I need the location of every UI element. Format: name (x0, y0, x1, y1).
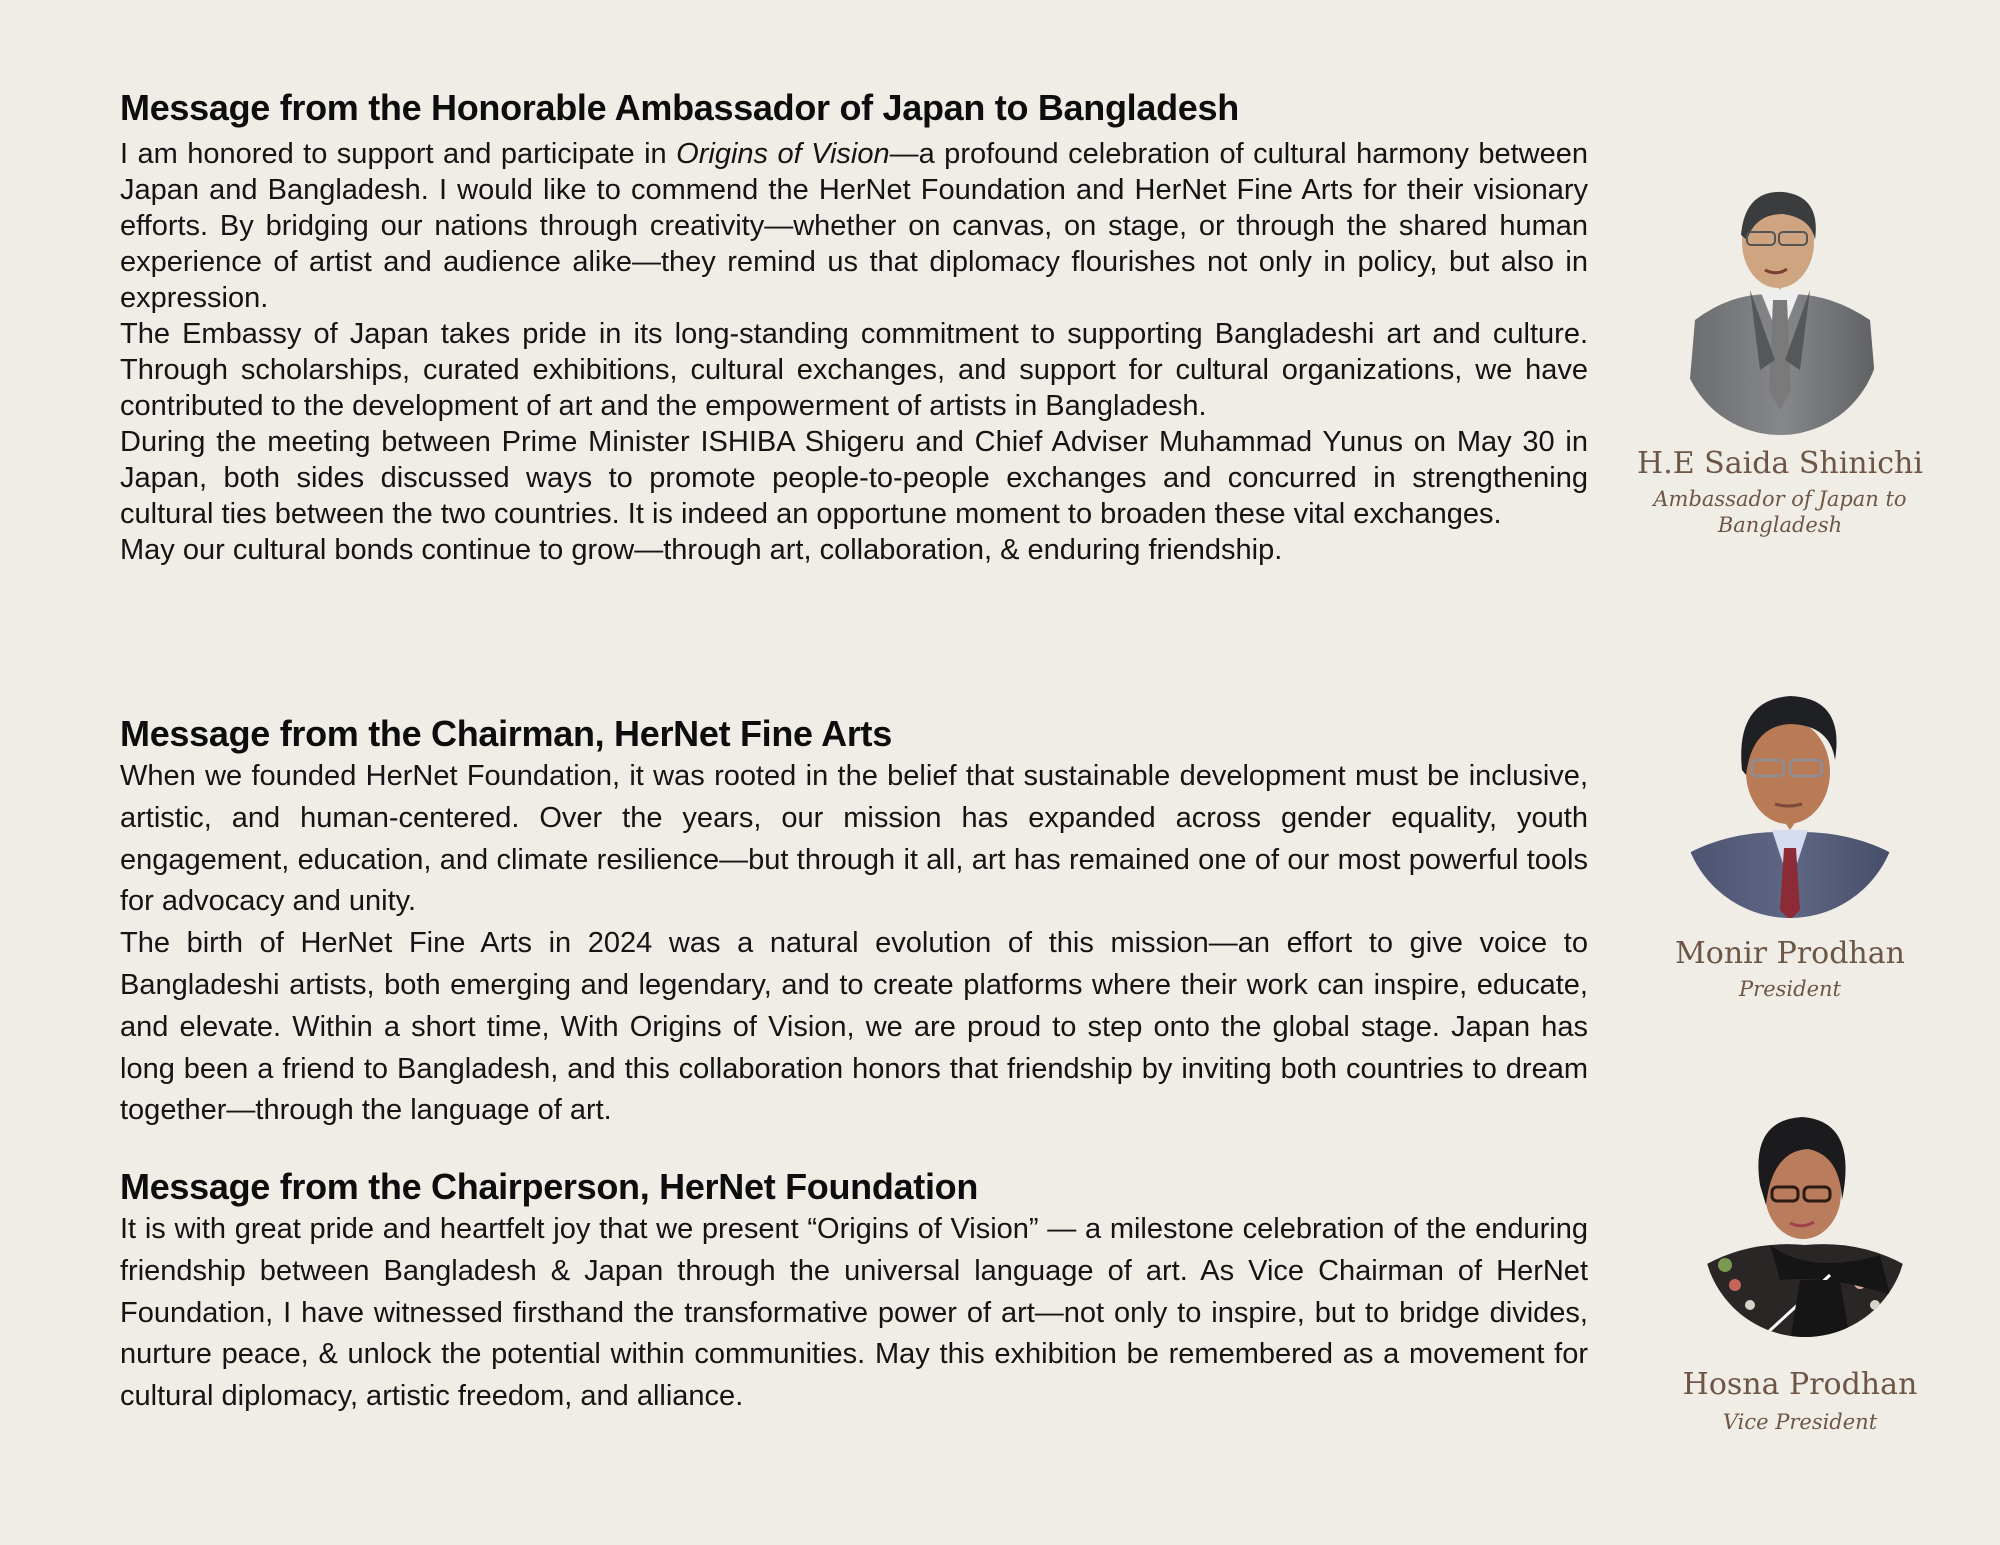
ambassador-message-body (120, 136, 1588, 568)
ambassador-paragraph-2: The Embassy of Japan takes pride in its long-standing commitment to supporting Bangladeshi art and culture. Through scholarships, curated exhibitions, cultural exchanges, and support for cultural organizations, we have contributed to the development of art and the empowerment of artists in Bangladesh. (120, 318, 1588, 422)
chairperson-paragraph-1: It is with great pride and heartfelt joy that we present “Origins of Vision” — a milestone celebration of the enduring friendship between Bangladesh & Japan through the universal language of art. As Vice Chairman of HerNet Foundation, I have witnessed firsthand the transformative power of art—not only to inspire, but to bridge divides, nurture peace, & unlock the potential within communities. May this exhibition be remembered as a movement for cultural diplomacy, artistic freedom, and alliance. (120, 1213, 1588, 1413)
vice-president-name: Hosna Prodhan (1682, 1367, 1918, 1402)
ambassador-paragraph-4: May our cultural bonds continue to grow—through art, collaboration, & enduring friendship. (120, 534, 1283, 566)
ambassador-title: Ambassador of Japan to Bangladesh (1653, 487, 1907, 537)
president-title: President (1739, 977, 1841, 1001)
paragraph-text: —a profound celebration of cultural harmony between Japan and Bangladesh. I would like to commend the HerNet Foundation and HerNet Fine Arts for their visionary efforts. By bridging our nations through creativity—whether on canvas, on stage, or through the shared human experience of artist and audience alike—they remind us that diplomacy flourishes not only in policy, but also in expression. (120, 138, 1588, 314)
paragraph-text: I am honored to support and participate in (120, 138, 677, 170)
vice-president-profile (1650, 1105, 1950, 1435)
president-profile (1640, 680, 1940, 1002)
chairman-message-body (120, 756, 1588, 1132)
ambassador-paragraph-3: During the meeting between Prime Minister ISHIBA Shigeru and Chief Adviser Muhammad Yunus on May 30 in Japan, both sides discussed ways to promote people-to-people exchanges and concurred in strengthening cultural ties between the two countries. It is indeed an opportune moment to broaden these vital exchanges. (120, 426, 1588, 530)
vice-president-title: Vice President (1722, 1410, 1878, 1434)
portrait-photo-vice-president (1690, 1105, 1910, 1341)
chairman-paragraph-2: The birth of HerNet Fine Arts in 2024 was a natural evolution of this mission—an effort to give voice to Bangladeshi artists, both emerging and legendary, and to create platforms where their work can inspire, educate, and elevate. Within a short time, With Origins of Vision, we are proud to step onto the global stage. Japan has long been a friend to Bangladesh, and this collaboration honors that friendship by inviting both countries to dream together—through the language of art. (120, 927, 1588, 1127)
ambassador-name: H.E Saida Shinichi (1637, 446, 1923, 481)
chairperson-message-body (120, 1209, 1588, 1418)
ambassador-paragraph-1 (120, 136, 1588, 316)
portrait-photo-president (1680, 680, 1900, 920)
chairman-message-heading: Message from the Chairman, HerNet Fine Arts (120, 713, 892, 754)
portrait-photo-ambassador (1675, 190, 1885, 438)
ambassador-message-heading: Message from the Honorable Ambassador of Japan to Bangladesh (120, 87, 1239, 128)
president-name: Monir Prodhan (1675, 936, 1905, 971)
chairman-paragraph-1: When we founded HerNet Foundation, it was rooted in the belief that sustainable development must be inclusive, artistic, and human-centered. Over the years, our mission has expanded across gender equality, youth engagement, education, and climate resilience—but through it all, art has remained one of our most powerful tools for advocacy and unity. (120, 760, 1588, 918)
ambassador-profile (1630, 190, 1930, 538)
chairperson-message-section (120, 1165, 1588, 1418)
chairman-message-section (120, 712, 1588, 1132)
ambassador-message-section (120, 86, 1588, 568)
exhibition-title-italic: Origins of Vision (676, 138, 890, 170)
chairperson-message-heading: Message from the Chairperson, HerNet Foundation (120, 1166, 979, 1207)
